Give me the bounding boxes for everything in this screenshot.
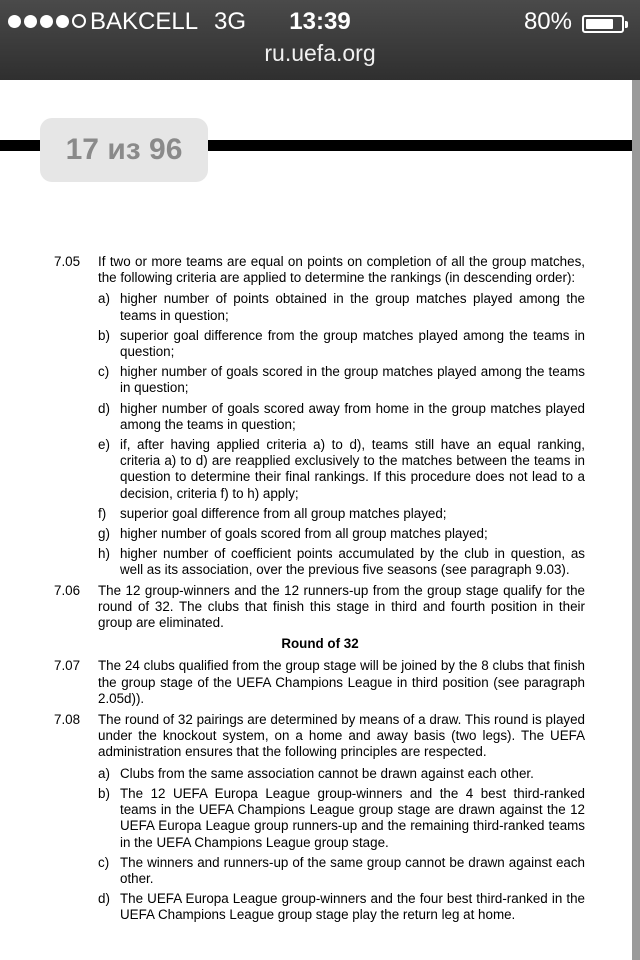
clock: 13:39 xyxy=(289,8,351,35)
item-letter: f) xyxy=(98,505,107,521)
item-text: higher number of coefficient points accumulated by the club in question, as well as its association, over the previous five seasons (see paragraph 9.03). xyxy=(120,546,585,578)
list-item xyxy=(0,437,632,502)
item-text: The UEFA Europa League group-winners and the four best third-ranked in the UEFA Champions League group stage play the return leg at home. xyxy=(120,891,585,923)
paragraph-text: The round of 32 pairings are determined by means of a draw. This round is played under the knockout system, on a home and away basis (two legs). The UEFA administration ensures that the following principles are respected. xyxy=(98,712,585,760)
page-indicator: 17 из 96 xyxy=(40,118,208,182)
item-letter: d) xyxy=(98,400,110,416)
list-item xyxy=(0,328,632,360)
item-text: The winners and runners-up of the same group cannot be drawn against each other. xyxy=(120,854,585,886)
list-item xyxy=(0,291,632,323)
item-text: if, after having applied criteria a) to d), teams still have an equal ranking, criteria a) to d) are reapplied exclusively to the matches between the teams in question to determine their final rankings. If this procedure does not lead to a decision, criteria f) to h) apply; xyxy=(120,437,585,501)
list-item xyxy=(0,786,632,851)
list-item xyxy=(0,364,632,396)
list-item xyxy=(0,855,632,887)
item-text: The 12 UEFA Europa League group-winners and the 4 best third-ranked teams in the UEFA Champions League group stage are drawn against the 12 UEFA Europa League group runners-up and the remaining third-ranked teams in the UEFA Champions League group stage. xyxy=(120,785,585,850)
list-item xyxy=(0,546,632,578)
list-item xyxy=(0,506,632,522)
item-letter: g) xyxy=(98,526,110,542)
list-item xyxy=(0,766,632,782)
network-type: 3G xyxy=(214,8,247,35)
section-heading: Round of 32 xyxy=(281,636,359,652)
paragraph-number: 7.08 xyxy=(54,712,81,728)
list-item xyxy=(0,526,632,542)
list-item xyxy=(0,891,632,923)
pdf-page[interactable] xyxy=(0,80,632,960)
scrollbar[interactable] xyxy=(632,80,640,960)
item-text: higher number of goals scored in the group matches played among the teams in question; xyxy=(120,364,585,396)
status-bar xyxy=(0,6,640,38)
item-text: Clubs from the same association cannot be drawn against each other. xyxy=(120,765,534,781)
browser-top-bar xyxy=(0,0,640,80)
carrier-name: BAKCELL xyxy=(90,8,199,35)
item-letter: d) xyxy=(98,891,110,907)
paragraph-7-08 xyxy=(0,712,632,761)
paragraph-text: The 24 clubs qualified from the group stage will be joined by the 8 clubs that finish the group stage of the UEFA Champions League in third position (see paragraph 2.05d)). xyxy=(98,658,585,706)
item-letter: b) xyxy=(98,785,110,801)
battery-percentage: 80% xyxy=(523,8,572,35)
list-item xyxy=(0,401,632,433)
paragraph-number: 7.05 xyxy=(54,254,81,269)
item-letter: h) xyxy=(98,546,110,562)
item-text: higher number of goals scored away from home in the group matches played among the teams in question; xyxy=(120,400,585,432)
item-letter: a) xyxy=(98,291,110,307)
item-text: superior goal difference from the group matches played among the teams in question; xyxy=(120,327,585,360)
paragraph-7-06 xyxy=(0,583,632,632)
item-letter: b) xyxy=(98,327,110,343)
paragraph-text: If two or more teams are equal on points on completion of all the group matches, the following criteria are applied to determine the rankings (in descending order): xyxy=(98,254,585,286)
paragraph-text: The 12 group-winners and the 12 runners-up from the group stage qualify for the round of 32. The clubs that finish this stage in third and fourth position in their group are eliminated. xyxy=(98,582,585,631)
item-letter: c) xyxy=(98,854,110,870)
item-text: superior goal difference from all group matches played; xyxy=(120,505,447,521)
item-text: higher number of points obtained in the group matches played among the teams in question; xyxy=(120,291,585,323)
battery-icon xyxy=(582,15,624,33)
paragraph-7-05 xyxy=(0,254,632,286)
item-letter: c) xyxy=(98,364,110,380)
item-text: higher number of goals scored from all group matches played; xyxy=(120,526,488,542)
paragraph-7-07 xyxy=(0,658,632,707)
url-bar[interactable]: ru.uefa.org xyxy=(264,40,376,66)
paragraph-number: 7.07 xyxy=(54,658,81,674)
document-body xyxy=(0,254,632,928)
item-letter: e) xyxy=(98,437,110,453)
paragraph-number: 7.06 xyxy=(54,582,81,598)
item-letter: a) xyxy=(98,765,110,781)
